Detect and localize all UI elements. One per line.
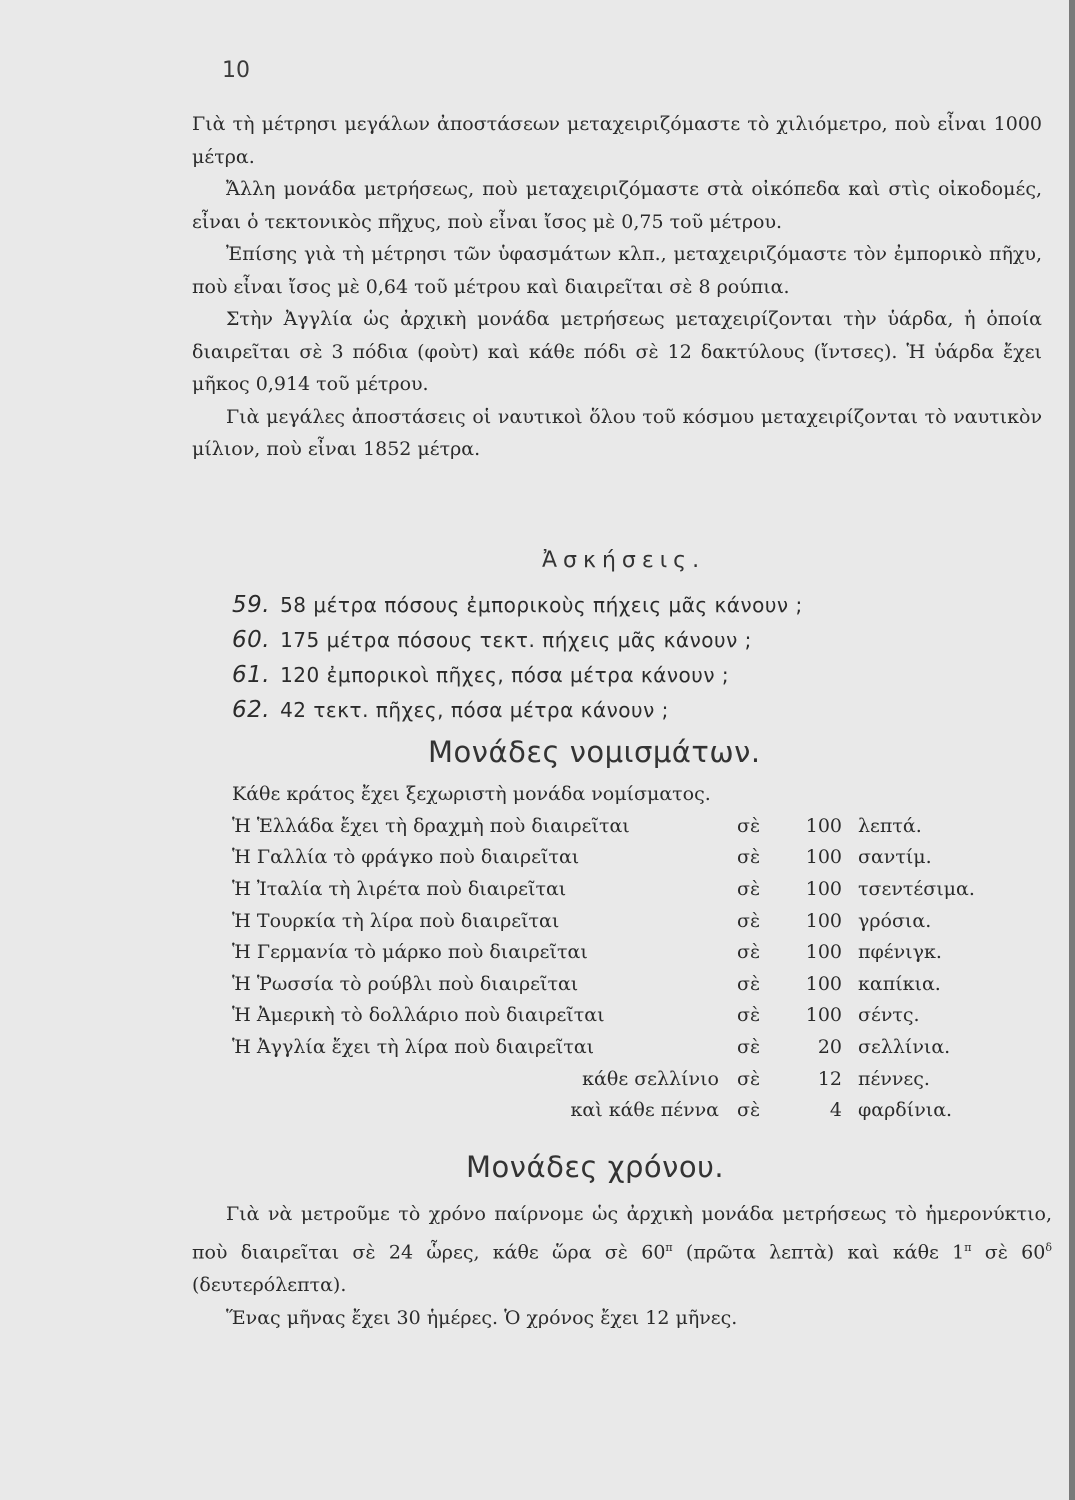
currency-description: Ἡ Γαλλία τὸ φράγκο ποὺ διαιρεῖται: [232, 846, 580, 869]
text-run: (δευτερόλεπτα).: [192, 1274, 347, 1297]
currency-sub-description: κάθε σελλίνιο: [582, 1067, 719, 1090]
table-row: [232, 1094, 975, 1126]
currency-amount: 100: [805, 941, 842, 964]
currency-section-title: Μονάδες νομισμάτων.: [428, 735, 761, 769]
currency-amount: 100: [805, 972, 842, 995]
currency-unit: φαρδίνια.: [858, 1099, 953, 1122]
currency-se: σὲ: [737, 1004, 761, 1027]
time-text: [192, 1198, 1052, 1335]
currency-se: σὲ: [737, 1035, 761, 1058]
exercise-number: 62.: [232, 697, 271, 723]
currency-unit: γρόσια.: [858, 909, 932, 932]
text-run: (πρῶτα λεπτὰ) καὶ κάθε 1: [672, 1241, 965, 1264]
currency-se: σὲ: [737, 941, 761, 964]
paragraph: Ἐπίσης γιὰ τὴ μέτρησι τῶν ὑφασμάτων κλπ., μεταχειριζόμαστε τὸν ἐμπορικὸ πῆχυ, ποὺ εἶναι ἴσος μὲ 0,64 τοῦ μέτρου καὶ διαιρεῖται σὲ 8 ρούπια.: [192, 243, 1042, 298]
currency-se: σὲ: [737, 877, 761, 900]
scan-edge: [1069, 0, 1075, 1500]
currency-unit: λεπτά.: [858, 814, 922, 837]
exercise-item: [232, 588, 1032, 623]
currency-amount: 100: [805, 909, 842, 932]
exercise-item: [232, 623, 1032, 658]
currency-unit: τσεντέσιμα.: [858, 877, 975, 900]
currency-se: σὲ: [737, 1099, 761, 1122]
paragraph: Γιὰ τὴ μέτρησι μεγάλων ἀποστάσεων μεταχειριζόμαστε τὸ χιλιόμετρο, ποὺ εἶναι 1000 μέτρα.: [192, 113, 1042, 168]
paragraph: [192, 1198, 1052, 1302]
currency-description: [232, 1063, 737, 1095]
page-number: 10: [222, 58, 250, 83]
exercise-list: [232, 588, 1032, 728]
currency-unit: πέννες.: [858, 1067, 930, 1090]
currency-description: [232, 1094, 737, 1126]
table-row: [232, 873, 975, 905]
currency-description: Ἡ Ἰταλία τὴ λιρέτα ποὺ διαιρεῖται: [232, 877, 567, 900]
intro-text: [192, 108, 1042, 466]
currency-unit: σελλίνια.: [858, 1035, 951, 1058]
table-row: [232, 810, 975, 842]
currency-description: Ἡ Ἀμερικὴ τὸ δολλάριο ποὺ διαιρεῖται: [232, 1004, 605, 1027]
paragraph: Στὴν Ἀγγλία ὡς ἀρχικὴ μονάδα μετρήσεως μεταχειρίζονται τὴν ὑάρδα, ἡ ὁποία διαιρεῖται σὲ 3 πόδια (φοὺτ) καὶ κάθε πόδι σὲ 12 δακτύλους (ἴντσες). Ἡ ὑάρδα ἔχει μῆκος 0,914 τοῦ μέτρου.: [192, 308, 1042, 395]
superscript: δ: [1045, 1241, 1052, 1254]
exercise-number: 60.: [232, 627, 271, 653]
currency-se: σὲ: [737, 909, 761, 932]
table-row: [232, 1031, 975, 1063]
currency-unit: πφένιγκ.: [858, 941, 942, 964]
superscript: π: [964, 1241, 972, 1254]
currency-unit: σέντς.: [858, 1004, 920, 1027]
table-row: [232, 1063, 975, 1095]
text-run: σὲ 60: [971, 1241, 1046, 1264]
currency-intro: Κάθε κράτος ἔχει ξεχωριστὴ μονάδα νομίσματος.: [232, 783, 711, 805]
table-row: [232, 905, 975, 937]
currency-description: Ἡ Ῥωσσία τὸ ρούβλι ποὺ διαιρεῖται: [232, 972, 579, 995]
exercise-item: [232, 658, 1032, 693]
currency-se: σὲ: [737, 846, 761, 869]
currency-amount: 12: [817, 1067, 842, 1090]
currency-amount: 20: [817, 1035, 842, 1058]
paragraph: Γιὰ μεγάλες ἀποστάσεις οἱ ναυτικοὶ ὅλου τοῦ κόσμου μεταχειρίζονται τὸ ναυτικὸν μίλιον, ποὺ εἶναι 1852 μέτρα.: [192, 405, 1042, 460]
currency-amount: 100: [805, 877, 842, 900]
currency-description: Ἡ Ἀγγλία ἔχει τὴ λίρα ποὺ διαιρεῖται: [232, 1035, 595, 1058]
time-section-title: Μονάδες χρόνου.: [466, 1150, 725, 1184]
paragraph: Ἕνας μῆνας ἔχει 30 ἡμέρες. Ὁ χρόνος ἔχει 12 μῆνες.: [226, 1307, 738, 1330]
exercise-text: 175 μέτρα πόσους τεκτ. πήχεις μᾶς κάνουν ;: [280, 628, 752, 652]
currency-unit: σαντίμ.: [858, 846, 932, 869]
currency-unit: καπίκια.: [858, 972, 941, 995]
exercises-heading: Ἀσκήσεις.: [542, 548, 706, 573]
currency-sub-description: καὶ κάθε πέννα: [570, 1099, 719, 1122]
table-row: [232, 968, 975, 1000]
paragraph: Ἄλλη μονάδα μετρήσεως, ποὺ μεταχειριζόμαστε στὰ οἰκόπεδα καὶ στὶς οἰκοδομές, εἶναι ὁ τεκτονικὸς πῆχυς, ποὺ εἶναι ἴσος μὲ 0,75 τοῦ μέτρου.: [192, 178, 1042, 233]
text-run: Γιὰ νὰ μετροῦμε τὸ χρόνο παίρνομε ὡς ἀρχικὴ μονάδα μετρήσεως τὸ ἡμερονύκτιο, ποὺ διαιρεῖται σὲ 24 ὧρες, κάθε ὥρα σὲ 60: [192, 1203, 1052, 1264]
table-row: [232, 842, 975, 874]
currency-table: [232, 810, 975, 1126]
table-row: [232, 1000, 975, 1032]
currency-amount: 100: [805, 1004, 842, 1027]
currency-description: Ἡ Γερμανία τὸ μάρκο ποὺ διαιρεῖται: [232, 941, 588, 964]
superscript: π: [665, 1241, 673, 1254]
currency-amount: 100: [805, 814, 842, 837]
exercise-text: 58 μέτρα πόσους ἐμπορικοὺς πήχεις μᾶς κάνουν ;: [280, 593, 803, 617]
currency-se: σὲ: [737, 1067, 761, 1090]
table-row: [232, 936, 975, 968]
exercise-item: [232, 693, 1032, 728]
currency-description: Ἡ Ἑλλάδα ἔχει τὴ δραχμὴ ποὺ διαιρεῖται: [232, 814, 630, 837]
currency-se: σὲ: [737, 972, 761, 995]
currency-se: σὲ: [737, 814, 761, 837]
exercise-number: 61.: [232, 662, 271, 688]
currency-amount: 4: [829, 1099, 842, 1122]
exercise-number: 59.: [232, 592, 271, 618]
exercise-text: 120 ἐμπορικοὶ πῆχες, πόσα μέτρα κάνουν ;: [280, 663, 730, 687]
currency-description: Ἡ Τουρκία τὴ λίρα ποὺ διαιρεῖται: [232, 909, 560, 932]
exercise-text: 42 τεκτ. πῆχες, πόσα μέτρα κάνουν ;: [280, 698, 669, 722]
currency-amount: 100: [805, 846, 842, 869]
